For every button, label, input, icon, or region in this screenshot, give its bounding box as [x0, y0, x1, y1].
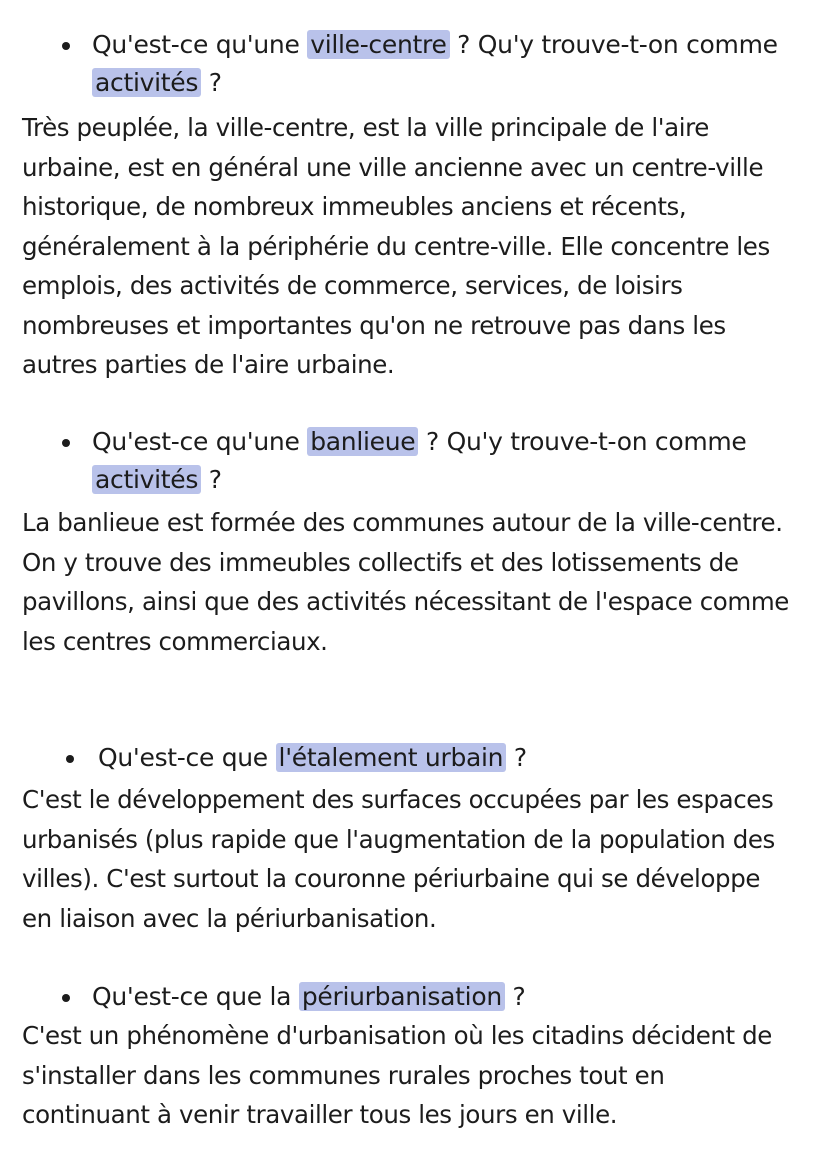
question-prefix: Qu'est-ce qu'une	[92, 30, 308, 59]
section-etalement-urbain	[22, 738, 812, 933]
answer-line: autres parties de l'aire urbaine.	[22, 350, 395, 379]
highlighted-term: banlieue	[307, 427, 418, 456]
question-prefix: Qu'est-ce qu'une	[92, 427, 308, 456]
answer-line: en liaison avec la périurbanisation.	[22, 903, 437, 933]
answer-paragraph	[22, 503, 789, 661]
highlighted-term: périurbanisation	[299, 982, 505, 1011]
answer-line: urbaine, est en général une ville ancienne avec un centre-ville	[22, 152, 764, 182]
question-prefix: Qu'est-ce que	[98, 743, 276, 772]
question-middle: ?	[506, 743, 527, 772]
answer-line: La banlieue est formée des communes autour de la ville-centre.	[22, 508, 783, 537]
highlighted-term: ville-centre	[307, 30, 449, 59]
answer-paragraph	[22, 1016, 772, 1135]
answer-paragraph	[22, 780, 775, 938]
bullet-icon	[62, 42, 70, 50]
section-banlieue	[22, 422, 812, 656]
answer-line: nombreuses et importantes qu'on ne retrouve pas dans les	[22, 310, 726, 340]
answer-line: urbanisés (plus rapide que l'augmentation de la population des	[22, 824, 775, 854]
question-prefix: Qu'est-ce que la	[92, 982, 299, 1011]
answer-line: pavillons, ainsi que des activités nécessitant de l'espace comme	[22, 587, 789, 616]
question-middle: ? Qu'y trouve-t-on comme	[418, 427, 747, 456]
section-ville-centre	[22, 25, 812, 379]
answer-line: C'est le développement des surfaces occupées par les espaces	[22, 785, 774, 814]
highlighted-term: activités	[92, 68, 201, 97]
answer-paragraph	[22, 108, 770, 385]
answer-line: s'installer dans les communes rurales proches tout en	[22, 1060, 665, 1090]
answer-line: C'est un phénomène d'urbanisation où les citadins décident de	[22, 1021, 772, 1050]
highlighted-term: activités	[92, 465, 201, 494]
highlighted-term: l'étalement urbain	[276, 743, 507, 772]
bullet-icon	[66, 755, 74, 763]
question-ville-centre	[22, 25, 812, 103]
answer-line: historique, de nombreux immeubles anciens et récents,	[22, 192, 687, 221]
question-etalement-urbain	[22, 738, 812, 778]
answer-line: emplois, des activités de commerce, services, de loisirs	[22, 271, 683, 300]
question-periurbanisation	[22, 977, 812, 1017]
answer-line: villes). C'est surtout la couronne périurbaine qui se développe	[22, 864, 761, 893]
answer-line: On y trouve des immeubles collectifs et des lotissements de	[22, 547, 739, 577]
question-suffix: ?	[201, 68, 222, 97]
bullet-icon	[62, 439, 70, 447]
question-middle: ?	[504, 982, 526, 1011]
answer-line: Très peuplée, la ville-centre, est la ville principale de l'aire	[22, 113, 709, 142]
answer-line: les centres commerciaux.	[22, 626, 328, 656]
answer-line: continuant à venir travailler tous les jours en ville.	[22, 1100, 618, 1129]
question-suffix: ?	[201, 465, 222, 494]
bullet-icon	[62, 994, 70, 1002]
section-periurbanisation	[22, 977, 812, 1129]
question-middle: ? Qu'y trouve-t-on comme	[449, 30, 778, 59]
answer-line: généralement à la périphérie du centre-ville. Elle concentre les	[22, 231, 770, 261]
question-banlieue	[22, 422, 812, 500]
